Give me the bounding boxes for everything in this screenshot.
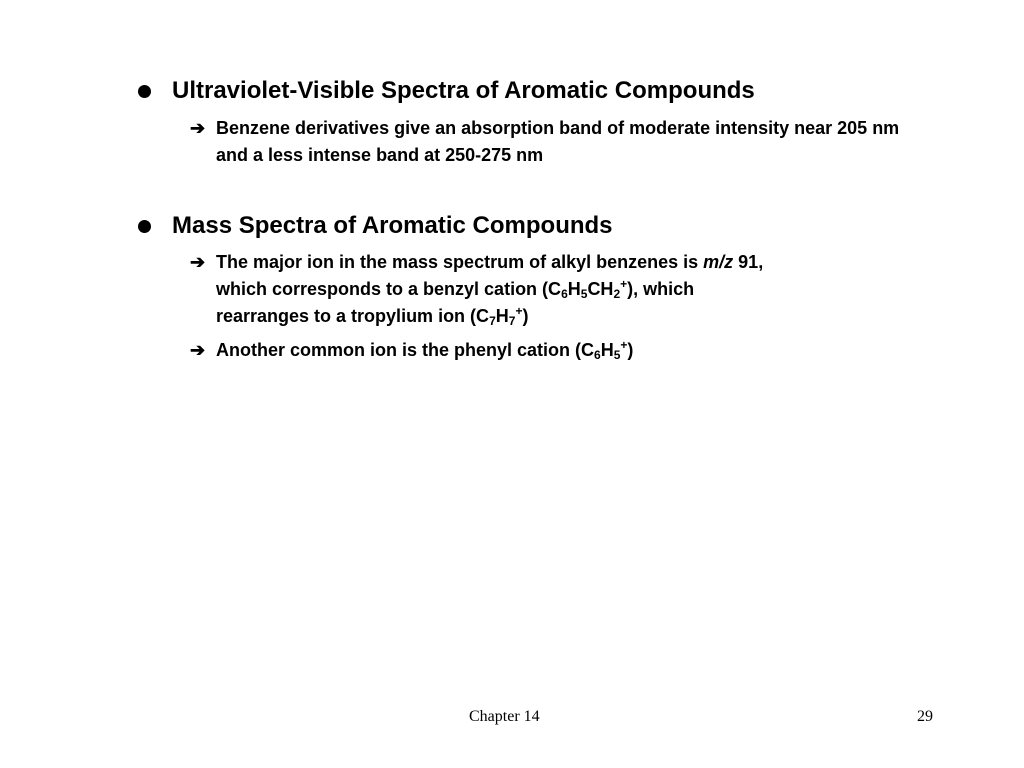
- superscript: +: [620, 277, 628, 291]
- bullet-dot-icon: [138, 85, 151, 98]
- subpoint-text: [216, 337, 930, 364]
- superscript: +: [515, 304, 523, 318]
- bullet-dot-icon: [138, 220, 151, 233]
- text-run: CH: [587, 279, 614, 299]
- text-run: 91,: [733, 252, 764, 272]
- right-arrow-icon: ➔: [190, 340, 206, 360]
- text-run: ): [522, 306, 529, 326]
- right-arrow-icon: ➔: [190, 118, 206, 138]
- footer-chapter: Chapter 14: [469, 708, 540, 725]
- text-run: H: [495, 306, 509, 326]
- text-run: ): [627, 340, 634, 360]
- heading-uv-vis: Ultraviolet-Visible Spectra of Aromatic Compounds: [172, 77, 755, 104]
- footer-page-number: 29: [917, 708, 933, 725]
- subpoint-text: Benzene derivatives give an absorption band of moderate intensity near 205 nm and a less intense band at 250-275 nm: [216, 118, 900, 165]
- subscript: 2: [613, 287, 621, 301]
- text-run: The major ion in the mass spectrum of alkyl benzenes is: [216, 252, 704, 272]
- subscript: 7: [508, 314, 516, 328]
- text-run: H: [567, 279, 581, 299]
- subscript: 5: [613, 348, 621, 362]
- subscript: 5: [580, 287, 588, 301]
- subscript: 7: [489, 314, 496, 328]
- right-arrow-icon: ➔: [190, 252, 206, 272]
- heading-mass-spectra: Mass Spectra of Aromatic Compounds: [172, 212, 613, 239]
- subpoint-text: [216, 249, 930, 330]
- text-run: rearranges to a tropylium ion (C: [216, 306, 490, 326]
- text-run: Another common ion is the phenyl cation (C: [216, 340, 595, 360]
- text-run: which corresponds to a benzyl cation (C: [216, 279, 562, 299]
- text-run: ), which: [627, 279, 695, 299]
- mz-italic: m/z: [703, 252, 734, 272]
- subscript: 6: [594, 348, 601, 362]
- superscript: +: [620, 338, 628, 352]
- subscript: 6: [561, 287, 568, 301]
- text-run: H: [600, 340, 614, 360]
